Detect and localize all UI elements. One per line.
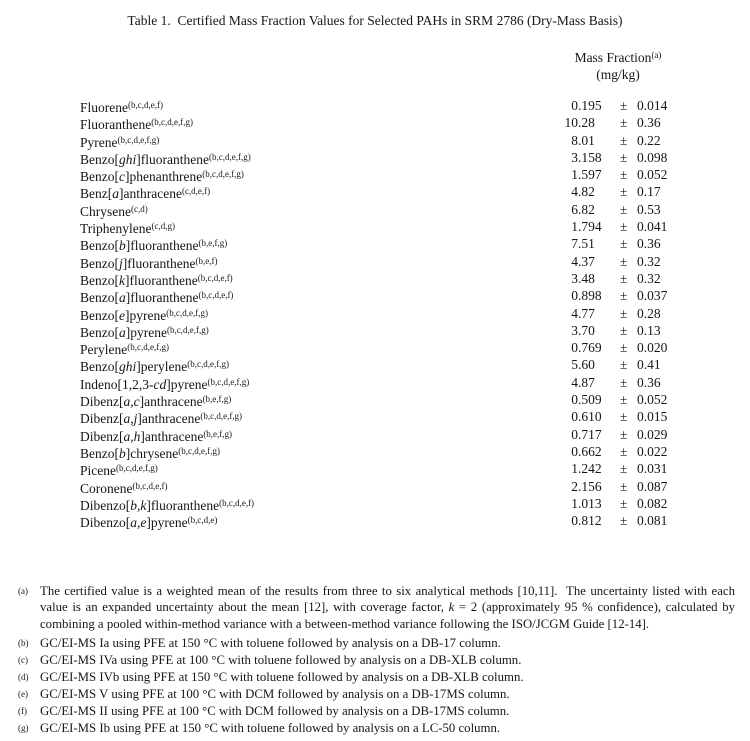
plus-minus-sign: ± bbox=[620, 495, 628, 511]
compound-footnote-refs: (b,c,d,e,f) bbox=[128, 100, 163, 110]
compound-name: Perylene$^{(b,c,d,e,f,g)}$ bbox=[80, 342, 169, 358]
plus-minus-sign: ± bbox=[620, 392, 628, 408]
mass-fraction-value-frac: .82 bbox=[578, 201, 595, 217]
compound-footnote-refs: (b,c,d,e,f,g) bbox=[200, 411, 243, 422]
table-row bbox=[80, 218, 720, 235]
mass-fraction-value-frac: .01 bbox=[578, 132, 595, 148]
plus-minus-sign: ± bbox=[620, 115, 628, 131]
compound-footnote-refs: (b,e,f,g) bbox=[198, 238, 228, 249]
compound-footnote-refs: (b,c,d,e,f) bbox=[197, 272, 233, 283]
compound-name: Dibenzo[a,e]pyrene$^{(b,c,d,e)}$ bbox=[80, 515, 218, 531]
plus-minus-sign: ± bbox=[620, 149, 628, 165]
footnote-marker: (f) bbox=[18, 706, 27, 717]
plus-minus-sign: ± bbox=[620, 219, 628, 235]
mass-fraction-value-int: 3 bbox=[571, 270, 578, 286]
mass-fraction-value-frac: .87 bbox=[578, 374, 595, 390]
table-row bbox=[80, 305, 720, 322]
mass-fraction-value-frac: .242 bbox=[578, 461, 602, 477]
compound-name: Coronene$^{(b,c,d,e,f)}$ bbox=[80, 480, 168, 496]
uncertainty-value: 0.052 bbox=[637, 392, 668, 408]
table-row bbox=[80, 356, 720, 373]
uncertainty-value: 0.36 bbox=[637, 374, 661, 390]
compound-footnote-refs: (b,c,d,e,f,g) bbox=[151, 117, 193, 128]
table-row bbox=[80, 114, 720, 131]
footnote-text: GC/EI-MS IVa using PFE at 100 °C with toluene followed by analysis on a DB-XLB column. bbox=[40, 653, 522, 668]
compound-name: Indeno[1,2,3-cd]pyrene$^{(b,c,d,e,f,g)}$ bbox=[80, 376, 250, 392]
compound-name: Dibenz[a,h]anthracene$^{(b,e,f,g)}$ bbox=[80, 428, 233, 444]
uncertainty-value: 0.087 bbox=[637, 478, 668, 494]
uncertainty-value: 0.037 bbox=[637, 288, 668, 304]
plus-minus-sign: ± bbox=[620, 270, 628, 286]
footnote-f bbox=[18, 703, 735, 720]
compound-footnote-refs: (b,e,f,g) bbox=[203, 428, 233, 439]
compound-footnote-refs: (c,d) bbox=[131, 203, 148, 214]
plus-minus-sign: ± bbox=[620, 374, 628, 390]
plus-minus-sign: ± bbox=[620, 98, 628, 113]
mass-fraction-value-int: 0 bbox=[571, 288, 578, 304]
compound-footnote-refs: (b,c,d,e,f,g) bbox=[127, 342, 169, 353]
mass-fraction-value-int: 8 bbox=[571, 132, 578, 148]
mass-fraction-value-frac: .48 bbox=[578, 270, 595, 286]
compound-footnote-refs: (b,c,d,e,f) bbox=[132, 480, 168, 491]
footnote-g bbox=[18, 720, 735, 737]
table-row bbox=[80, 391, 720, 408]
uncertainty-value: 0.014 bbox=[637, 98, 668, 113]
column-header-mass-fraction bbox=[538, 47, 698, 83]
mass-fraction-value-frac: .812 bbox=[578, 513, 602, 529]
footnote-text: GC/EI-MS Ia using PFE at 150 °C with toluene followed by analysis on a DB-17 column. bbox=[40, 636, 501, 651]
table-row bbox=[80, 270, 720, 287]
compound-name: Dibenz[a,c]anthracene$^{(b,e,f,g)}$ bbox=[80, 394, 232, 410]
plus-minus-sign: ± bbox=[620, 132, 628, 148]
compound-name: Benzo[e]pyrene$^{(b,c,d,e,f,g)}$ bbox=[80, 307, 208, 323]
mass-fraction-value-frac: .60 bbox=[578, 357, 595, 373]
compound-name: Fluoranthene$^{(b,c,d,e,f,g)}$ bbox=[80, 117, 193, 133]
mass-fraction-value-frac: .013 bbox=[578, 495, 602, 511]
mass-fraction-value-int: 4 bbox=[571, 184, 578, 200]
table-row bbox=[80, 408, 720, 425]
uncertainty-value: 0.020 bbox=[637, 340, 668, 356]
compound-footnote-refs: (b,c,d,e,f) bbox=[219, 497, 255, 508]
mass-fraction-value-frac: .662 bbox=[578, 443, 602, 459]
footnote-ref-a: (a) bbox=[651, 50, 662, 60]
mass-fraction-value-int: 7 bbox=[571, 236, 578, 252]
table-row bbox=[80, 149, 720, 166]
mass-fraction-value-int: 0 bbox=[571, 98, 578, 113]
compound-footnote-refs: (c,d,e,f) bbox=[181, 186, 211, 197]
uncertainty-value: 0.041 bbox=[637, 219, 668, 235]
uncertainty-value: 0.082 bbox=[637, 495, 668, 511]
table-row bbox=[80, 183, 720, 200]
table-title: Table 1. Certified Mass Fraction Values for Selected PAHs in SRM 2786 (Dry-Mass Basis) bbox=[127, 13, 623, 28]
table-row bbox=[80, 426, 720, 443]
compound-footnote-refs: (b,c,d,e,f,g) bbox=[207, 376, 250, 387]
mass-fraction-value-frac: .28 bbox=[578, 115, 595, 131]
mass-fraction-value-int: 0 bbox=[571, 409, 578, 425]
mass-fraction-value-frac: .597 bbox=[578, 167, 602, 183]
table-row bbox=[80, 443, 720, 460]
footnotes bbox=[18, 583, 735, 737]
compound-footnote-refs: (b,c,d,e) bbox=[187, 515, 218, 526]
footnote-text: GC/EI-MS IVb using PFE at 150 °C with toluene followed by analysis on a DB-XLB column. bbox=[40, 670, 524, 685]
mass-fraction-value-frac: .70 bbox=[578, 322, 595, 338]
uncertainty-value: 0.22 bbox=[637, 132, 661, 148]
table-row bbox=[80, 287, 720, 304]
compound-name: Benzo[a]fluoranthene$^{(b,c,d,e,f)}$ bbox=[80, 290, 234, 306]
compound-footnote-refs: (b,e,f) bbox=[195, 255, 218, 266]
footnote-a bbox=[18, 583, 735, 632]
footnote-marker: (d) bbox=[18, 672, 29, 683]
mass-fraction-value-int: 1 bbox=[571, 167, 578, 183]
plus-minus-sign: ± bbox=[620, 288, 628, 304]
mass-fraction-value-frac: .77 bbox=[578, 305, 595, 321]
mass-fraction-value-frac: .37 bbox=[578, 253, 595, 269]
compound-name: Benzo[b]fluoranthene$^{(b,e,f,g)}$ bbox=[80, 238, 228, 254]
uncertainty-value: 0.41 bbox=[637, 357, 661, 373]
compound-name: Benzo[b]chrysene$^{(b,c,d,e,f,g)}$ bbox=[80, 445, 220, 461]
uncertainty-value: 0.031 bbox=[637, 461, 668, 477]
compound-name: Chrysene$^{(c,d)}$ bbox=[80, 203, 148, 219]
mass-fraction-value-int: 0 bbox=[571, 392, 578, 408]
plus-minus-sign: ± bbox=[620, 201, 628, 217]
mass-fraction-value-frac: .769 bbox=[578, 340, 602, 356]
plus-minus-sign: ± bbox=[620, 478, 628, 494]
table-row bbox=[80, 460, 720, 477]
mass-fraction-value-frac: .195 bbox=[578, 98, 602, 113]
mass-fraction-value-int: 6 bbox=[571, 201, 578, 217]
footnote-marker: (b) bbox=[18, 638, 29, 649]
compound-footnote-refs: (b,c,d,e,f,g) bbox=[208, 151, 251, 162]
compound-footnote-refs: (b,c,d,e,f,g) bbox=[116, 463, 158, 474]
uncertainty-value: 0.052 bbox=[637, 167, 668, 183]
compound-name: Picene$^{(b,c,d,e,f,g)}$ bbox=[80, 463, 158, 479]
footnote-marker: (e) bbox=[18, 689, 28, 700]
uncertainty-value: 0.36 bbox=[637, 115, 661, 131]
mass-fraction-value-int: 4 bbox=[571, 305, 578, 321]
mass-fraction-value-int: 4 bbox=[571, 253, 578, 269]
plus-minus-sign: ± bbox=[620, 513, 628, 529]
mass-fraction-value-frac: .82 bbox=[578, 184, 595, 200]
table-row bbox=[80, 478, 720, 495]
mass-fraction-value-int: 0 bbox=[571, 340, 578, 356]
compound-name: Benzo[ghi]perylene$^{(b,c,d,e,f,g)}$ bbox=[80, 359, 229, 375]
mass-fraction-value-int: 1 bbox=[571, 495, 578, 511]
plus-minus-sign: ± bbox=[620, 357, 628, 373]
mass-fraction-value-int: 0 bbox=[571, 443, 578, 459]
plus-minus-sign: ± bbox=[620, 305, 628, 321]
footnote-b bbox=[18, 635, 735, 652]
uncertainty-value: 0.32 bbox=[637, 253, 661, 269]
compound-footnote-refs: (c,d,g) bbox=[151, 221, 175, 232]
table-row bbox=[80, 253, 720, 270]
mass-fraction-value-frac: .51 bbox=[578, 236, 595, 252]
footnote-e bbox=[18, 686, 735, 703]
mass-fraction-value-frac: .156 bbox=[578, 478, 602, 494]
footnote-d bbox=[18, 669, 735, 686]
plus-minus-sign: ± bbox=[620, 236, 628, 252]
footnote-marker: (a) bbox=[18, 586, 28, 596]
compound-name: Benzo[a]pyrene$^{(b,c,d,e,f,g)}$ bbox=[80, 324, 209, 340]
mass-fraction-value-frac: .158 bbox=[578, 149, 602, 165]
compound-name: Triphenylene$^{(c,d,g)}$ bbox=[80, 221, 175, 237]
mass-fraction-value-int: 0 bbox=[571, 426, 578, 442]
table-row bbox=[80, 322, 720, 339]
mass-fraction-value-int: 1 bbox=[571, 219, 578, 235]
mass-fraction-value-frac: .717 bbox=[578, 426, 602, 442]
footnote-marker: (g) bbox=[18, 723, 29, 734]
uncertainty-value: 0.022 bbox=[637, 443, 668, 459]
mass-fraction-value-int: 1 bbox=[571, 461, 578, 477]
footnote-c bbox=[18, 652, 735, 669]
compound-footnote-refs: (b,c,d,e,f,g) bbox=[166, 307, 208, 318]
footnote-text: GC/EI-MS II using PFE at 100 °C with DCM followed by analysis on a DB-17MS column. bbox=[40, 704, 510, 719]
mass-fraction-value-int: 0 bbox=[571, 513, 578, 529]
plus-minus-sign: ± bbox=[620, 409, 628, 425]
uncertainty-value: 0.28 bbox=[637, 305, 661, 321]
uncertainty-value: 0.029 bbox=[637, 426, 668, 442]
table-row bbox=[80, 97, 720, 114]
mass-fraction-value-int: 4 bbox=[571, 374, 578, 390]
footnote-text: The certified value is a weighted mean of the results from three to six analytical methods [10,11]. The uncertainty listed with each value is an expanded uncertainty about the mean [12], with coverage factor, k = 2 (approximately 95 % confidence), calculated by combining a pooled within-method variance with a between-method variance following the ISO/JCGM Guide [12-14]. bbox=[40, 584, 736, 631]
compound-name: Benzo[k]fluoranthene$^{(b,c,d,e,f)}$ bbox=[80, 272, 233, 288]
table-row bbox=[80, 512, 720, 529]
footnote-text: GC/EI-MS Ib using PFE at 150 °C with toluene followed by analysis on a LC-50 column. bbox=[40, 721, 501, 736]
mass-fraction-value-frac: .794 bbox=[578, 219, 602, 235]
mass-fraction-value-frac: .898 bbox=[578, 288, 602, 304]
uncertainty-value: 0.13 bbox=[637, 322, 661, 338]
table-row bbox=[80, 166, 720, 183]
footnote-marker: (c) bbox=[18, 655, 28, 666]
compound-name: Dibenz[a,j]anthracene$^{(b,c,d,e,f,g)}$ bbox=[80, 411, 243, 427]
mass-fraction-value-int: 3 bbox=[571, 149, 578, 165]
plus-minus-sign: ± bbox=[620, 426, 628, 442]
compound-footnote-refs: (b,c,d,e,f,g) bbox=[166, 324, 209, 335]
compound-footnote-refs: (b,c,d,e,f) bbox=[198, 290, 234, 301]
compound-name: Dibenzo[b,k]fluoranthene$^{(b,c,d,e,f)}$ bbox=[80, 497, 255, 513]
compound-footnote-refs: (b,e,f,g) bbox=[202, 394, 232, 405]
column-header-label: Mass Fraction bbox=[574, 50, 652, 65]
mass-fraction-value-frac: .610 bbox=[578, 409, 602, 425]
plus-minus-sign: ± bbox=[620, 167, 628, 183]
table-row bbox=[80, 235, 720, 252]
plus-minus-sign: ± bbox=[620, 340, 628, 356]
uncertainty-value: 0.081 bbox=[637, 513, 668, 529]
mass-fraction-value-frac: .509 bbox=[578, 392, 602, 408]
uncertainty-value: 0.098 bbox=[637, 149, 668, 165]
plus-minus-sign: ± bbox=[620, 322, 628, 338]
mass-fraction-value-int: 10 bbox=[564, 115, 578, 131]
mass-fraction-value-int: 5 bbox=[571, 357, 578, 373]
table-body bbox=[80, 97, 720, 529]
mass-fraction-value-int: 3 bbox=[571, 322, 578, 338]
mass-fraction-value-int: 2 bbox=[571, 478, 578, 494]
footnote-text: GC/EI-MS V using PFE at 100 °C with DCM followed by analysis on a DB-17MS column. bbox=[40, 687, 510, 702]
compound-footnote-refs: (b,c,d,e,f,g) bbox=[178, 445, 220, 456]
compound-name: Benz[a]anthracene$^{(c,d,e,f)}$ bbox=[80, 186, 211, 202]
compound-name: Benzo[j]fluoranthene$^{(b,e,f)}$ bbox=[80, 255, 218, 271]
compound-footnote-refs: (b,c,d,e,f,g) bbox=[117, 134, 160, 145]
plus-minus-sign: ± bbox=[620, 443, 628, 459]
table-row bbox=[80, 374, 720, 391]
uncertainty-value: 0.36 bbox=[637, 236, 661, 252]
column-header-unit: (mg/kg) bbox=[596, 67, 640, 82]
plus-minus-sign: ± bbox=[620, 461, 628, 477]
table-row bbox=[80, 339, 720, 356]
uncertainty-value: 0.53 bbox=[637, 201, 661, 217]
compound-name: Benzo[ghi]fluoranthene$^{(b,c,d,e,f,g)}$ bbox=[80, 151, 251, 167]
uncertainty-value: 0.17 bbox=[637, 184, 661, 200]
uncertainty-value: 0.015 bbox=[637, 409, 668, 425]
compound-name: Fluorene$^{(b,c,d,e,f)}$ bbox=[80, 100, 163, 115]
compound-name: Benzo[c]phenanthrene$^{(b,c,d,e,f,g)}$ bbox=[80, 169, 244, 185]
compound-name: Pyrene$^{(b,c,d,e,f,g)}$ bbox=[80, 134, 160, 150]
plus-minus-sign: ± bbox=[620, 184, 628, 200]
compound-footnote-refs: (b,c,d,e,f,g) bbox=[202, 169, 244, 180]
table-row bbox=[80, 495, 720, 512]
table-row bbox=[80, 201, 720, 218]
table-row bbox=[80, 132, 720, 149]
column-header-label-line bbox=[538, 47, 698, 66]
plus-minus-sign: ± bbox=[620, 253, 628, 269]
compound-footnote-refs: (b,c,d,e,f,g) bbox=[187, 359, 229, 370]
uncertainty-value: 0.32 bbox=[637, 270, 661, 286]
